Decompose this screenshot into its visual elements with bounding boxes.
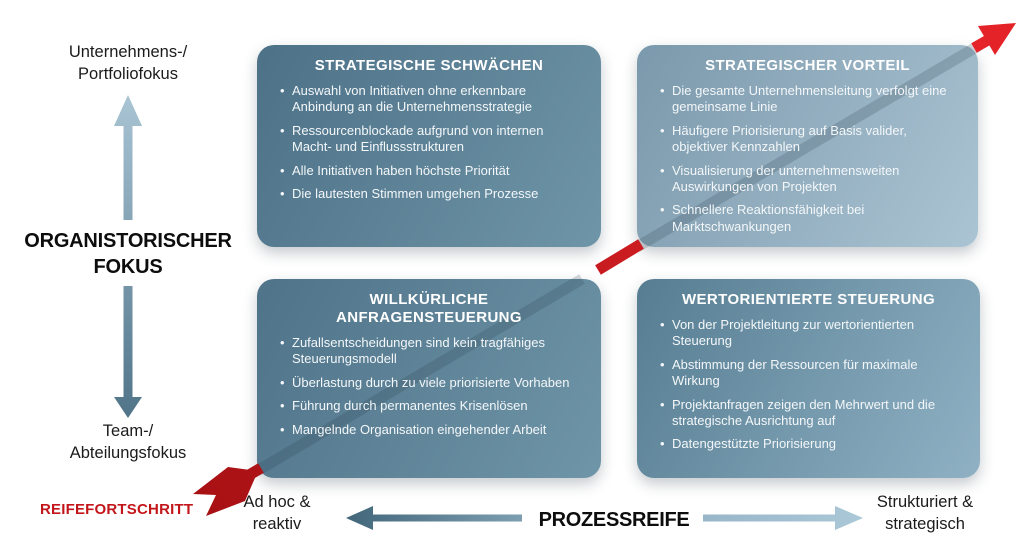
bullet-item: • Führung durch permanentes Krisenlösen — [278, 398, 580, 414]
x-axis-right-label-line2: strategisch — [885, 514, 965, 533]
quadrant-title: STRATEGISCHER VORTEIL — [705, 57, 910, 74]
bullet-item: • Projektanfragen zeigen den Mehrwert und die strategische Ausrichtung auf — [658, 397, 959, 430]
bullet-list — [278, 335, 580, 438]
quadrant-strategic-advantage — [637, 45, 978, 247]
bullet-item: • Schnellere Reaktionsfähigkeit bei Marktschwankungen — [658, 202, 957, 235]
x-axis-left-label-line2: reaktiv — [252, 514, 302, 533]
y-axis-bottom-label-line2: Abteilungsfokus — [69, 443, 187, 462]
quadrant-arbitrary-request-control — [257, 279, 601, 478]
bullet-list — [278, 83, 580, 202]
bullet-item: • Abstimmung der Ressourcen für maximale Wirkung — [658, 357, 959, 390]
bullet-item: • Datengestützte Priorisierung — [658, 436, 959, 452]
maturity-progress-label: REIFEFORTSCHRITT — [40, 501, 194, 518]
x-axis-right-label-line1: Strukturiert & — [876, 493, 974, 511]
bullet-item: • Ressourcenblockade aufgrund von internen Macht- und Einflussstrukturen — [278, 123, 580, 156]
bullet-list — [658, 83, 957, 235]
bullet-item: • Überlastung durch zu viele priorisierte Vorhaben — [278, 375, 580, 391]
y-axis-top-label-line2: Portfoliofokus — [78, 64, 178, 83]
y-axis-up-arrow — [114, 95, 142, 220]
bullet-item: • Auswahl von Initiativen ohne erkennbare Anbindung an die Unternehmensstrategie — [278, 83, 580, 116]
bullet-list — [658, 317, 959, 453]
quadrant-title: WILLKÜRLICHE ANFRAGENSTEUERUNG — [336, 291, 522, 326]
quadrant-content — [257, 279, 601, 478]
quadrant-content — [257, 45, 601, 247]
quadrant-value-oriented-control — [637, 279, 980, 478]
y-axis-title — [8, 228, 248, 280]
bullet-item: • Zufallsentscheidungen sind kein tragfähiges Steuerungsmodell — [278, 335, 580, 368]
y-axis-title-line1: ORGANISTORISCHER — [24, 230, 232, 252]
y-axis-top-label — [28, 42, 228, 86]
quadrant-title: WERTORIENTIERTE STEUERUNG — [681, 291, 936, 308]
x-axis-left-label — [202, 492, 352, 536]
bullet-item: • Von der Projektleitung zur wertorientierten Steuerung — [658, 317, 959, 350]
y-axis-bottom-label — [28, 421, 228, 465]
y-axis-top-label-line1: Unternehmens-/ — [68, 43, 188, 61]
quadrant-content — [637, 279, 980, 478]
x-axis-right-label — [845, 492, 1005, 536]
y-axis-title-line2: FOKUS — [93, 256, 163, 278]
x-axis-left-label-line1: Ad hoc & — [243, 493, 311, 511]
bullet-item: • Die gesamte Unternehmensleitung verfolgt eine gemeinsame Linie — [658, 83, 957, 116]
x-axis-right-arrow — [703, 506, 863, 530]
bullet-item: • Mangelnde Organisation eingehender Arbeit — [278, 422, 580, 438]
bullet-item: • Die lautesten Stimmen umgehen Prozesse — [278, 186, 580, 202]
x-axis-title: PROZESSREIFE — [538, 509, 690, 531]
y-axis-bottom-label-line1: Team-/ — [102, 422, 154, 440]
bullet-item: • Alle Initiativen haben höchste Priorität — [278, 163, 580, 179]
x-axis-left-arrow — [346, 506, 522, 530]
quadrant-strategic-weaknesses — [257, 45, 601, 247]
quadrant-content — [637, 45, 978, 247]
y-axis-down-arrow — [114, 286, 142, 418]
bullet-item: • Visualisierung der unternehmensweiten Auswirkungen von Projekten — [658, 163, 957, 196]
bullet-item: • Häufigere Priorisierung auf Basis valider, objektiver Kennzahlen — [658, 123, 957, 156]
quadrant-title: STRATEGISCHE SCHWÄCHEN — [314, 57, 544, 74]
